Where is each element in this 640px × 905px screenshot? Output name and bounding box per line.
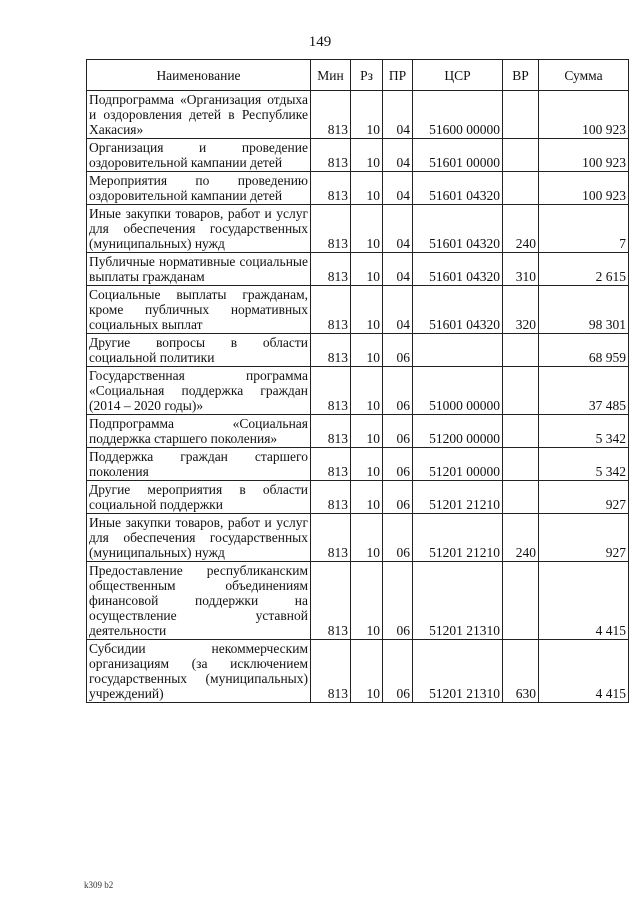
cell-name: Социальные выплаты гражданам, кроме публичных нормативных социальных выплат	[87, 286, 311, 334]
table-row	[87, 562, 629, 640]
cell-vr	[503, 139, 539, 172]
cell-min: 813	[311, 172, 351, 205]
cell-csr: 51600 00000	[413, 91, 503, 139]
cell-sum: 100 923	[539, 172, 629, 205]
cell-csr: 51200 00000	[413, 415, 503, 448]
cell-pr: 04	[383, 91, 413, 139]
cell-vr	[503, 91, 539, 139]
cell-min: 813	[311, 91, 351, 139]
cell-vr	[503, 367, 539, 415]
cell-pr: 06	[383, 415, 413, 448]
table-row	[87, 91, 629, 139]
cell-sum: 100 923	[539, 139, 629, 172]
cell-pr: 04	[383, 172, 413, 205]
cell-vr: 630	[503, 640, 539, 703]
table-row	[87, 205, 629, 253]
cell-pr: 04	[383, 253, 413, 286]
table-row	[87, 448, 629, 481]
cell-rz: 10	[351, 139, 383, 172]
table-row	[87, 139, 629, 172]
cell-name: Государственная программа «Социальная поддержка граждан (2014 – 2020 годы)»	[87, 367, 311, 415]
cell-sum: 5 342	[539, 415, 629, 448]
cell-vr	[503, 562, 539, 640]
budget-table	[86, 59, 629, 703]
cell-rz: 10	[351, 367, 383, 415]
header-sum: Сумма	[539, 60, 629, 91]
cell-name: Другие вопросы в области социальной политики	[87, 334, 311, 367]
cell-name: Другие мероприятия в области социальной поддержки	[87, 481, 311, 514]
header-csr: ЦСР	[413, 60, 503, 91]
cell-min: 813	[311, 205, 351, 253]
header-pr: ПР	[383, 60, 413, 91]
cell-rz: 10	[351, 640, 383, 703]
cell-sum: 4 415	[539, 640, 629, 703]
table-body	[87, 91, 629, 703]
cell-pr: 04	[383, 205, 413, 253]
cell-vr: 310	[503, 253, 539, 286]
cell-name: Субсидии некоммерческим организациям (за исключением государственных (муниципальных) учреждений)	[87, 640, 311, 703]
cell-csr: 51201 21210	[413, 514, 503, 562]
page-number: 149	[308, 34, 332, 50]
cell-vr: 240	[503, 205, 539, 253]
cell-csr: 51201 00000	[413, 448, 503, 481]
cell-csr: 51601 04320	[413, 253, 503, 286]
cell-csr: 51201 21310	[413, 640, 503, 703]
cell-csr: 51000 00000	[413, 367, 503, 415]
cell-pr: 06	[383, 367, 413, 415]
cell-sum: 7	[539, 205, 629, 253]
header-vr: ВР	[503, 60, 539, 91]
cell-rz: 10	[351, 415, 383, 448]
cell-pr: 06	[383, 640, 413, 703]
cell-min: 813	[311, 448, 351, 481]
header-rz: Рз	[351, 60, 383, 91]
cell-name: Публичные нормативные социальные выплаты гражданам	[87, 253, 311, 286]
cell-pr: 06	[383, 334, 413, 367]
cell-rz: 10	[351, 205, 383, 253]
table-row	[87, 481, 629, 514]
table-row	[87, 415, 629, 448]
cell-pr: 06	[383, 481, 413, 514]
cell-name: Иные закупки товаров, работ и услуг для обеспечения государственных (муниципальных) нужд	[87, 514, 311, 562]
header-min: Мин	[311, 60, 351, 91]
cell-min: 813	[311, 286, 351, 334]
cell-min: 813	[311, 640, 351, 703]
cell-sum: 2 615	[539, 253, 629, 286]
cell-min: 813	[311, 562, 351, 640]
cell-rz: 10	[351, 172, 383, 205]
cell-csr: 51601 04320	[413, 286, 503, 334]
table-row	[87, 640, 629, 703]
cell-pr: 04	[383, 139, 413, 172]
cell-name: Иные закупки товаров, работ и услуг для обеспечения государственных (муниципальных) нужд	[87, 205, 311, 253]
table-row	[87, 514, 629, 562]
cell-sum: 100 923	[539, 91, 629, 139]
cell-sum: 4 415	[539, 562, 629, 640]
table-row	[87, 367, 629, 415]
cell-sum: 68 959	[539, 334, 629, 367]
header-name: Наименование	[87, 60, 311, 91]
cell-rz: 10	[351, 91, 383, 139]
cell-rz: 10	[351, 253, 383, 286]
cell-name: Предоставление республиканским общественным объединениям финансовой поддержки на осуществление уставной деятельности	[87, 562, 311, 640]
table-row	[87, 172, 629, 205]
cell-min: 813	[311, 481, 351, 514]
cell-rz: 10	[351, 334, 383, 367]
cell-pr: 04	[383, 286, 413, 334]
cell-csr: 51601 04320	[413, 172, 503, 205]
cell-vr: 320	[503, 286, 539, 334]
cell-min: 813	[311, 367, 351, 415]
cell-rz: 10	[351, 286, 383, 334]
cell-vr	[503, 334, 539, 367]
cell-rz: 10	[351, 562, 383, 640]
cell-min: 813	[311, 415, 351, 448]
cell-vr	[503, 481, 539, 514]
cell-vr	[503, 172, 539, 205]
cell-pr: 06	[383, 562, 413, 640]
cell-csr	[413, 334, 503, 367]
cell-sum: 5 342	[539, 448, 629, 481]
cell-pr: 06	[383, 514, 413, 562]
cell-name: Поддержка граждан старшего поколения	[87, 448, 311, 481]
cell-name: Организация и проведение оздоровительной кампании детей	[87, 139, 311, 172]
cell-rz: 10	[351, 448, 383, 481]
cell-csr: 51601 04320	[413, 205, 503, 253]
cell-csr: 51601 00000	[413, 139, 503, 172]
cell-sum: 927	[539, 481, 629, 514]
cell-vr	[503, 415, 539, 448]
cell-sum: 927	[539, 514, 629, 562]
cell-name: Подпрограмма «Социальная поддержка старшего поколения»	[87, 415, 311, 448]
cell-name: Подпрограмма «Организация отдыха и оздоровления детей в Республике Хакасия»	[87, 91, 311, 139]
cell-min: 813	[311, 334, 351, 367]
cell-min: 813	[311, 139, 351, 172]
cell-min: 813	[311, 514, 351, 562]
cell-rz: 10	[351, 481, 383, 514]
cell-csr: 51201 21310	[413, 562, 503, 640]
cell-sum: 98 301	[539, 286, 629, 334]
cell-sum: 37 485	[539, 367, 629, 415]
cell-name: Мероприятия по проведению оздоровительной кампании детей	[87, 172, 311, 205]
table-row	[87, 334, 629, 367]
cell-pr: 06	[383, 448, 413, 481]
cell-vr	[503, 448, 539, 481]
footer-code: k309 b2	[84, 880, 114, 890]
table-row	[87, 253, 629, 286]
cell-min: 813	[311, 253, 351, 286]
cell-rz: 10	[351, 514, 383, 562]
cell-vr: 240	[503, 514, 539, 562]
cell-csr: 51201 21210	[413, 481, 503, 514]
table-row	[87, 286, 629, 334]
header-row	[87, 60, 629, 91]
